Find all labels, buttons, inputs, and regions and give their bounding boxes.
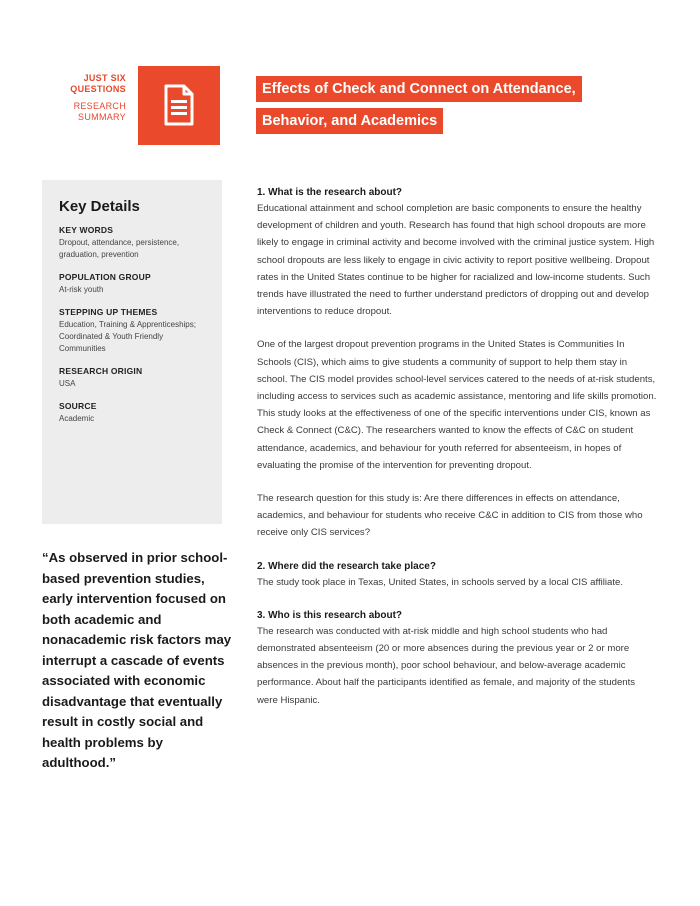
brand-line-4: SUMMARY [78,112,126,122]
pull-quote: “As observed in prior school-based prevention studies, early intervention focused on both academic and nonacademic risk factors may interrupt a cascade of events associated with economic disadvantage that eventually result in costly social and health problems by adulthood.” [42,550,232,770]
stepping-up-themes-value: Education, Training & Apprenticeships; Coordinated & Youth Friendly Communities [59,320,196,353]
population-group-value: At-risk youth [59,285,104,294]
brand-line-2: QUESTIONS [70,84,126,94]
question-1-heading: 1. What is the research about? [257,187,403,198]
key-details-heading: Key Details [59,198,140,215]
research-origin-label: RESEARCH ORIGIN [59,366,143,376]
question-2-paragraph-1: The study took place in Texas, United States, in schools served by a local CIS affiliate. [257,576,623,588]
key-words-value: Dropout, attendance, persistence, graduation, prevention [59,238,180,259]
question-3-heading: 3. Who is this research about? [257,609,403,621]
research-origin-value: USA [59,379,76,388]
brand-line-3: RESEARCH [73,101,126,111]
stepping-up-themes-label: STEPPING UP THEMES [59,307,158,317]
title-line-2: Behavior, and Academics [256,108,443,134]
key-details-panel [42,180,222,524]
question-1-paragraph-2: One of the largest dropout prevention programs in the United States is Communities In Schools (CIS), which aims to give students a community of support to help them stay in school. The CIS model provides school-level services catered to the needs of at-risk students, including access to services such as academic assistance, mentoring and life skills promotion. This study looks at the effectiveness of one of the specific interventions under CIS, known as Check & Connect (C&C). The researchers wanted to know the effects of C&C on student attendance, academics, and behaviour for youth referred for absenteeism, in hopes of evaluating the promise of the intervention for preventing dropout. [257,339,657,471]
source-value: Academic [59,414,95,423]
title-line-1: Effects of Check and Connect on Attendance, [256,76,582,102]
brand-line-1: JUST SIX [83,73,126,83]
question-3-paragraph-1: The research was conducted with at-risk middle and high school students who had demonstrated absenteeism (20 or more absences during the previous year or 2 or more absences in the previous month), poor school behaviour, and below-average academic performance. About half the participants identified as female, and majority of the students were Hispanic. [257,625,636,706]
series-brand [60,73,126,123]
key-words-label: KEY WORDS [59,225,114,235]
main-content [257,186,657,709]
population-group-label: POPULATION GROUP [59,272,151,282]
source-label: SOURCE [59,401,97,411]
question-2-heading: 2. Where did the research take place? [257,560,436,572]
document-icon [163,84,195,126]
question-1-paragraph-3: The research question for this study is: Are there differences in effects on attendance, academics, and behaviour for students who receive C&C in addition to CIS from those who receive only CIS services? [257,493,643,539]
question-1-paragraph-1: Educational attainment and school completion are basic components to ensure the healthy development of children and youth. Research has found that high school dropouts are more likely to engage in criminal activity and become involved with the criminal justice system. High school dropouts are less likely to engage in civic activity to report positive wellbeing. Dropout rates in the United States continue to be higher for racialized and low-income students. Such trends have illustrated the need to further understand predictors of dropping out and develop interventions to reduce dropout. [257,203,655,318]
document-tile [138,66,220,145]
